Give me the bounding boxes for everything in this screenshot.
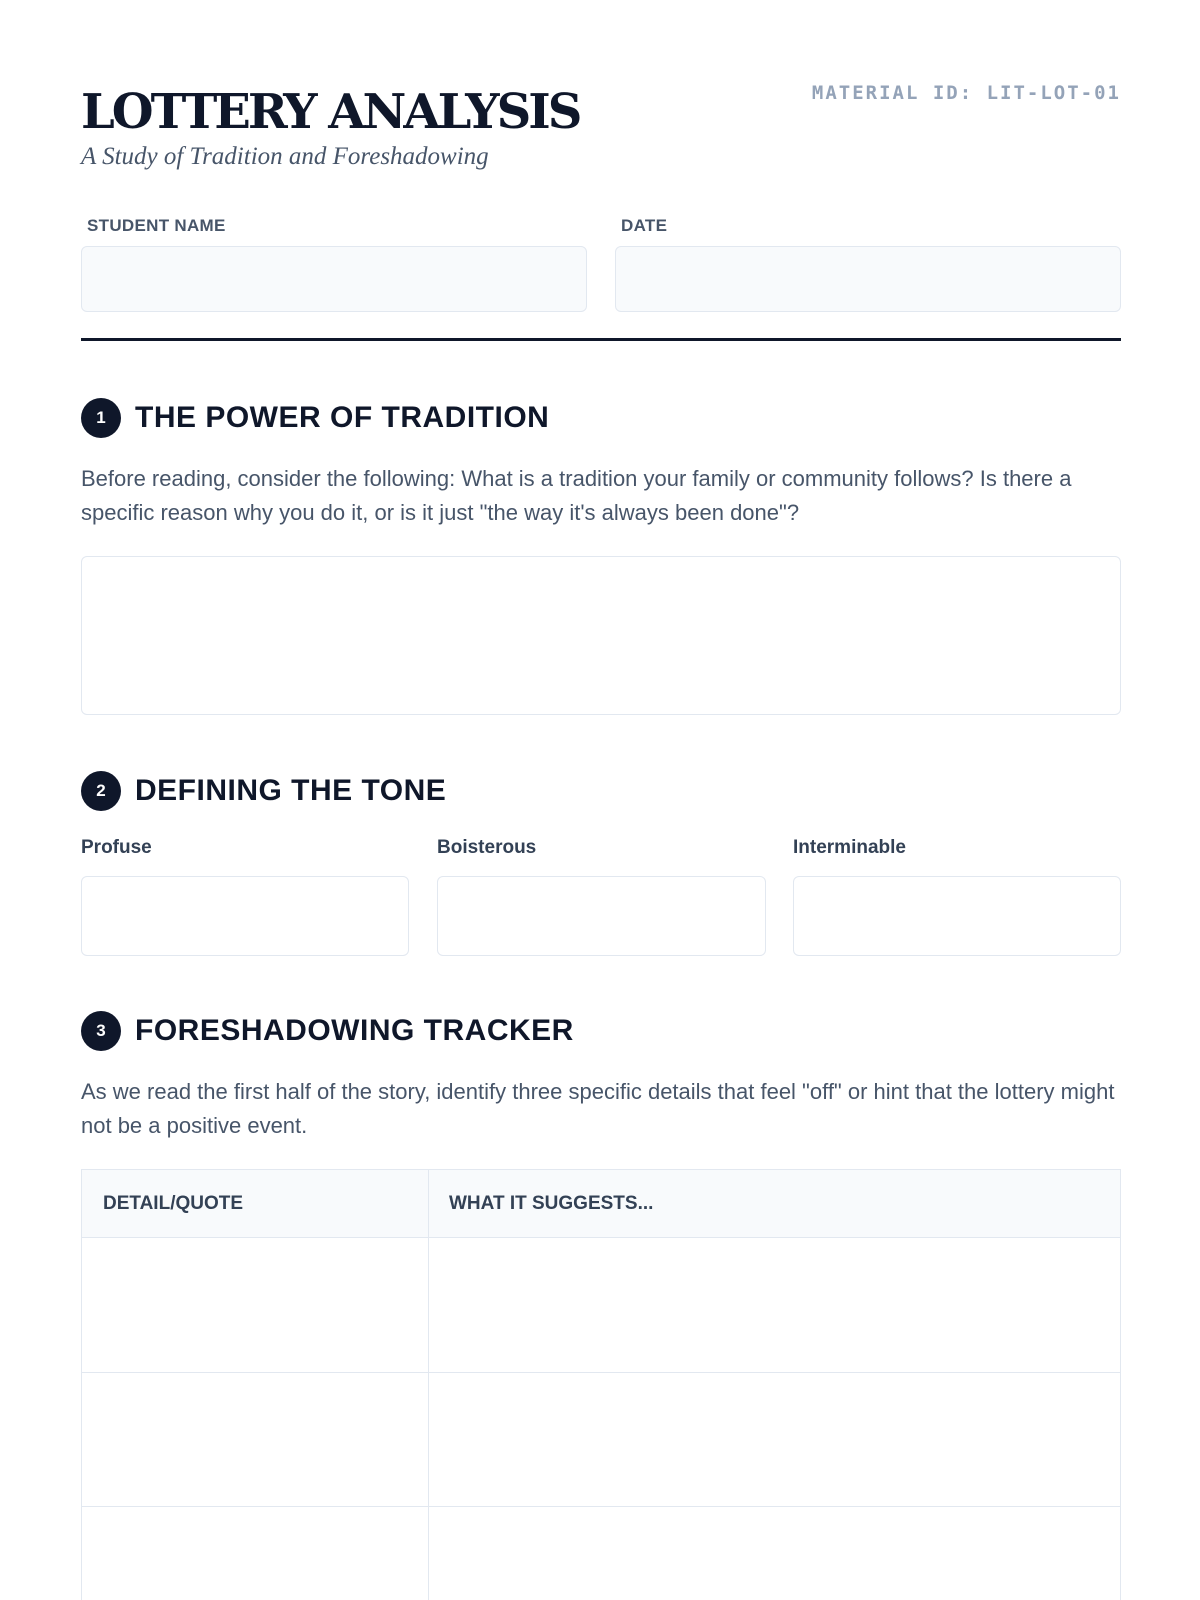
header-divider — [81, 338, 1121, 341]
vocab-field-boisterous[interactable] — [437, 876, 766, 956]
section-title: FORESHADOWING TRACKER — [135, 1014, 574, 1047]
foreshadowing-table — [81, 1169, 1121, 1600]
tradition-response-box[interactable] — [81, 556, 1121, 715]
table-cell-suggests-2[interactable] — [429, 1373, 1121, 1505]
vocab-label-profuse: Profuse — [81, 837, 152, 858]
worksheet-page — [81, 0, 1121, 1214]
vocab-field-interminable[interactable] — [793, 876, 1121, 956]
date-field[interactable] — [615, 246, 1121, 312]
material-id: MATERIAL ID: LIT-LOT-01 — [811, 82, 1121, 104]
section-3-prompt: As we read the first half of the story, identify three specific details that feel "off" or hint that the lottery might not be a positive event. — [81, 1079, 1115, 1138]
table-cell-detail-2[interactable] — [82, 1373, 428, 1505]
table-cell-detail-1[interactable] — [82, 1239, 428, 1371]
worksheet-title: LOTTERY ANALYSIS — [81, 84, 580, 140]
section-title: THE POWER OF TRADITION — [135, 401, 550, 434]
table-cell-suggests-3[interactable] — [429, 1507, 1121, 1600]
vocab-field-profuse[interactable] — [81, 876, 409, 956]
section-3-heading — [81, 1011, 574, 1051]
worksheet-subtitle: A Study of Tradition and Foreshadowing — [81, 143, 489, 170]
section-number-badge: 2 — [81, 771, 121, 811]
table-cell-suggests-1[interactable] — [429, 1239, 1121, 1371]
vocab-label-interminable: Interminable — [793, 837, 906, 858]
table-header-row — [82, 1170, 1120, 1238]
student-name-label: STUDENT NAME — [87, 216, 226, 235]
date-label: DATE — [621, 216, 668, 235]
vocab-label-boisterous: Boisterous — [437, 837, 537, 858]
column-header-detail: DETAIL/QUOTE — [103, 1193, 244, 1214]
section-number-badge: 3 — [81, 1011, 121, 1051]
section-number-badge: 1 — [81, 398, 121, 438]
column-header-suggests: WHAT IT SUGGESTS... — [449, 1193, 654, 1214]
section-1-heading — [81, 398, 549, 438]
student-name-field[interactable] — [81, 246, 587, 312]
section-1-prompt: Before reading, consider the following: What is a tradition your family or community follows? Is there a specific reason why you do it, or is it just "the way it's always been done"? — [81, 466, 1072, 525]
section-title: DEFINING THE TONE — [135, 774, 447, 807]
table-cell-detail-3[interactable] — [82, 1507, 428, 1600]
worksheet-header — [81, 0, 1121, 200]
section-2-heading — [81, 771, 446, 811]
